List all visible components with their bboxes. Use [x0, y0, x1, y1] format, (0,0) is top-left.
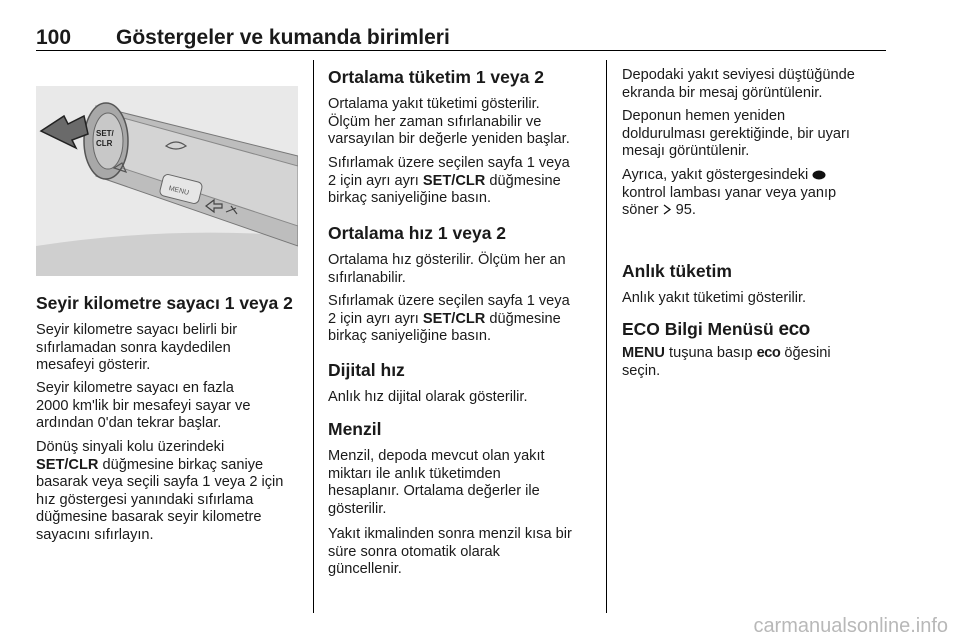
trip-odometer-para-1: Seyir kilometre sayacı belirli bir sıfırlamadan sonra kaydedilen mesafeyi gösterir.	[36, 322, 238, 373]
column-divider-2	[606, 60, 607, 613]
eco-icon: eco	[756, 345, 781, 361]
set-clr-label: SET/CLR	[422, 172, 486, 189]
page-title: Göstergeler ve kumanda birimleri	[116, 26, 450, 49]
eco-menu-para: MENU tuşuna basıp eco öğesini seçin.	[622, 345, 831, 379]
set-clr-label: SET/CLR	[422, 310, 486, 327]
lever-drawing	[36, 86, 298, 276]
fuel-warning-lamp-icon	[812, 170, 826, 180]
turn-signal-lever-illustration	[36, 86, 298, 276]
avg-speed-heading: Ortalama hız 1 veya 2	[328, 223, 507, 243]
page-reference-icon	[663, 204, 672, 215]
menu-label: MENU	[622, 345, 665, 361]
fuel-para-2: Deponun hemen yeniden doldurulması gerektiğinde, bir uyarı mesajı görüntülenir.	[622, 108, 850, 159]
avg-consumption-para-1: Ortalama yakıt tüketimi gösterilir. Ölçüm her zaman sıfırlanabilir ve varsayılan bir değerle yeniden başlar.	[328, 96, 570, 147]
avg-speed-para-1: Ortalama hız gösterilir. Ölçüm her an sıfırlanabilir.	[328, 252, 566, 286]
lever-button-label-2: CLR	[96, 139, 113, 148]
eco-icon: eco	[778, 319, 810, 340]
column-divider-1	[313, 60, 314, 613]
page-header	[36, 26, 886, 52]
trip-odometer-para-2: Seyir kilometre sayacı en fazla 2000 km'lik bir mesafeyi sayar ve ardından 0'dan tekrar başlar.	[36, 380, 251, 431]
trip-odometer-heading: Seyir kilometre sayacı 1 veya 2	[36, 293, 293, 313]
eco-menu-heading: ECO Bilgi Menüsü eco	[622, 319, 810, 340]
range-heading: Menzil	[328, 419, 382, 439]
range-para-2: Yakıt ikmalinden sonra menzil kısa bir süre sonra otomatik olarak güncellenir.	[328, 526, 572, 577]
avg-consumption-para-2: Sıfırlamak üzere seçilen sayfa 1 veya 2 için ayrı ayrı SET/CLR düğmesine birkaç saniyeliğine basın.	[328, 155, 570, 206]
digital-speed-heading: Dijital hız	[328, 360, 405, 380]
avg-consumption-heading: Ortalama tüketim 1 veya 2	[328, 67, 544, 87]
menu-button-label: MENU	[167, 185, 190, 197]
lever-button-label-1: SET/	[96, 129, 114, 138]
digital-speed-para: Anlık hız dijital olarak gösterilir.	[328, 389, 528, 405]
trip-odometer-para-3: Dönüş sinyali kolu üzerindeki SET/CLR düğmesine birkaç saniye basarak veya seçili sayfa 1 veya 2 için hız göstergesi yanındaki sıfırlama düğmesine basarak seyir kilometre sayacını sıfırlayın.	[36, 439, 284, 543]
fuel-para-1: Depodaki yakıt seviyesi düştüğünde ekranda bir mesaj görüntülenir.	[622, 67, 855, 101]
instant-consumption-para: Anlık yakıt tüketimi gösterilir.	[622, 290, 807, 306]
page-number: 100	[36, 26, 72, 49]
header-divider	[36, 50, 886, 51]
instant-consumption-heading: Anlık tüketim	[622, 261, 732, 281]
fuel-para-3: Ayrıca, yakıt göstergesindeki kontrol lambası yanar veya yanıp söner 95.	[622, 167, 837, 218]
avg-speed-para-2: Sıfırlamak üzere seçilen sayfa 1 veya 2 için ayrı ayrı SET/CLR düğmesine birkaç saniyeliğine basın.	[328, 293, 570, 344]
range-para-1: Menzil, depoda mevcut olan yakıt miktarı ile anlık tüketimden hesaplanır. Ortalama değerler ile gösterilir.	[328, 448, 545, 517]
watermark: carmanualsonline.info	[753, 615, 948, 637]
set-clr-label: SET/CLR	[36, 456, 99, 473]
